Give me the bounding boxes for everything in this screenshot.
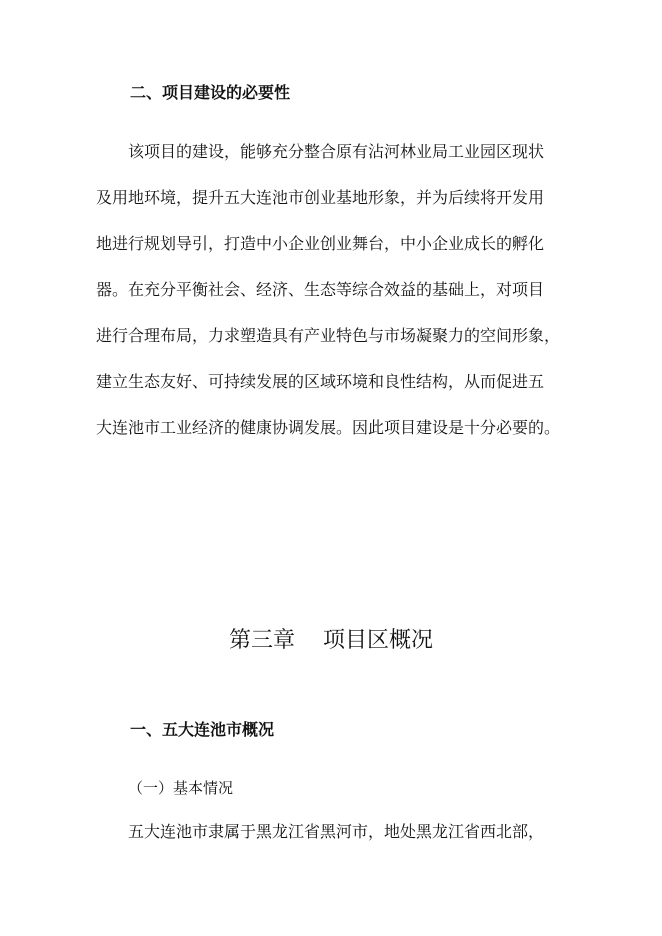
necessity-paragraph: [96, 142, 576, 464]
paragraph-line: 进行合理布局，力求塑造具有产业特色与市场凝聚力的空间形象，: [96, 326, 561, 345]
paragraph-line: 该项目的建设，能够充分整合原有沾河林业局工业园区现状: [128, 142, 545, 161]
section-heading-city: 一、五大连池市概况: [130, 720, 275, 739]
chapter-name: 项目区概况: [323, 628, 434, 653]
paragraph-line: 地进行规划导引，打造中小企业创业舞台，中小企业成长的孵化: [96, 234, 545, 253]
section-heading-necessity: 二、项目建设的必要性: [130, 83, 291, 102]
paragraph-line: 大连池市工业经济的健康协调发展。因此项目建设是十分必要的。: [96, 418, 561, 437]
subsection-heading-basic: （一）基本情况: [128, 779, 234, 797]
paragraph-line: 器。在充分平衡社会、经济、生态等综合效益的基础上，对项目: [96, 280, 545, 299]
chapter-number: 第三章: [228, 628, 295, 653]
paragraph-line: 及用地环境，提升五大连池市创业基地形象，并为后续将开发用: [96, 188, 545, 207]
paragraph-line: 建立生态友好、可持续发展的区域环境和良性结构，从而促进五: [96, 372, 545, 391]
city-paragraph-line: 五大连池市隶属于黑龙江省黑河市，地处黑龙江省西北部，: [128, 822, 545, 841]
chapter-title: [0, 627, 662, 655]
